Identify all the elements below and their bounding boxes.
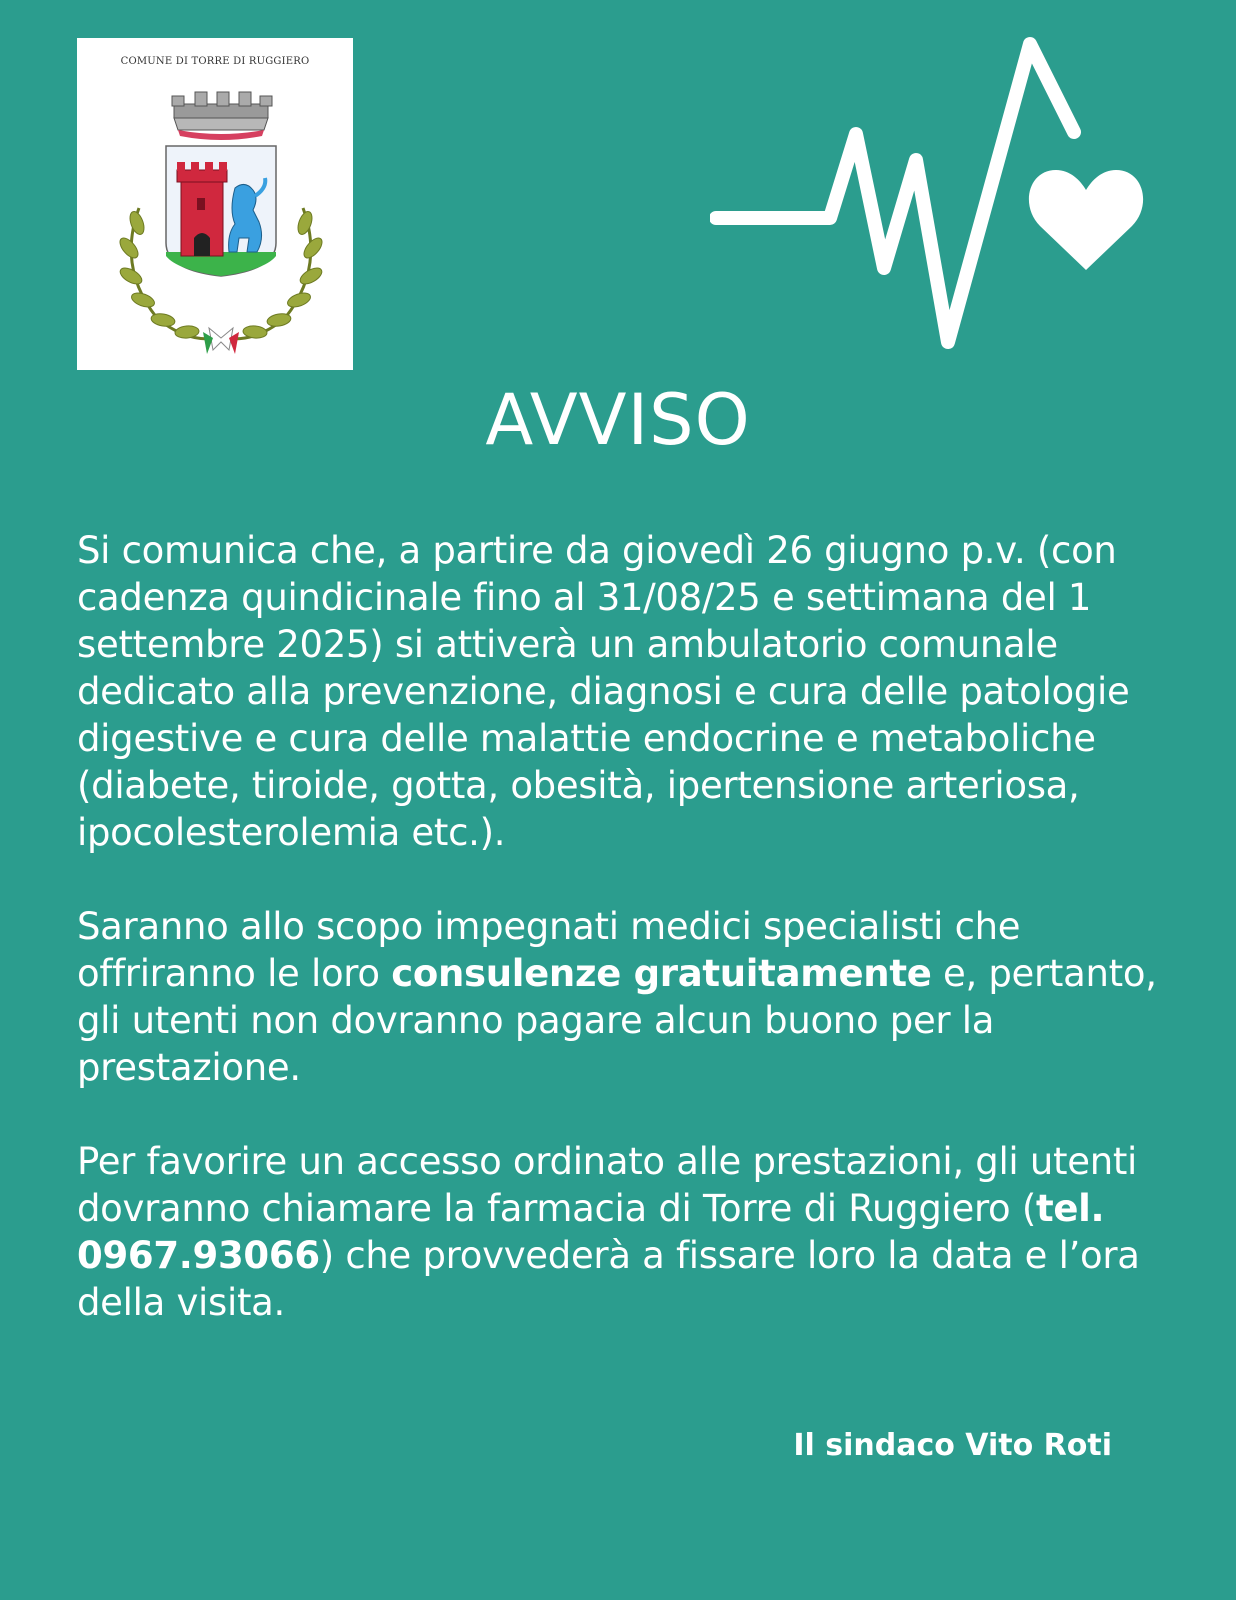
paragraph-2-text-end: e, pertanto, gli utenti non dovranno pagare alcun buono per la prestazione.: [77, 952, 1157, 1089]
crest-title: COMUNE DI TORRE DI RUGGIERO: [120, 56, 310, 67]
paragraph-3-text-end: ) che provvederà a fissare loro la data e l’ora della visita.: [77, 1234, 1140, 1324]
notice-paragraph-3: [77, 1138, 1177, 1326]
coat-of-arms-logo: [77, 38, 353, 370]
free-consultation-emphasis: consulenze gratuitamente: [391, 952, 932, 995]
shield-icon: [166, 146, 276, 276]
paragraph-3-text-start: Per favorire un accesso ordinato alle prestazioni, gli utenti dovranno chiamare la farmacia di Torre di Ruggiero (: [77, 1140, 1138, 1230]
notice-paragraph-2: [77, 903, 1177, 1091]
paragraph-2-text-start: Saranno allo scopo impegnati medici specialisti che offriranno le loro: [77, 905, 1021, 995]
crown-icon: [172, 92, 272, 140]
notice-body: [77, 527, 1177, 1373]
mayor-signature: Il sindaco Vito Roti: [793, 1428, 1112, 1463]
heartbeat-heart-icon: [710, 30, 1160, 350]
ribbon-icon: [203, 328, 239, 354]
pharmacy-phone-number: tel. 0967.93066: [77, 1187, 1105, 1277]
notice-title: AVVISO: [485, 379, 751, 461]
coat-of-arms-icon: [77, 38, 353, 370]
notice-paragraph-1: Si comunica che, a partire da giovedì 26 giugno p.v. (con cadenza quindicinale fino al 31/08/25 e settimana del 1 settembre 2025) si attiverà un ambulatorio comunale dedicato alla prevenzione, diagnosi e cura delle patologie digestive e cura delle malattie endocrine e metaboliche (diabete, tiroide, gotta, obesità, ipertensione arteriosa, ipocolesterolemia etc.).: [77, 529, 1130, 854]
